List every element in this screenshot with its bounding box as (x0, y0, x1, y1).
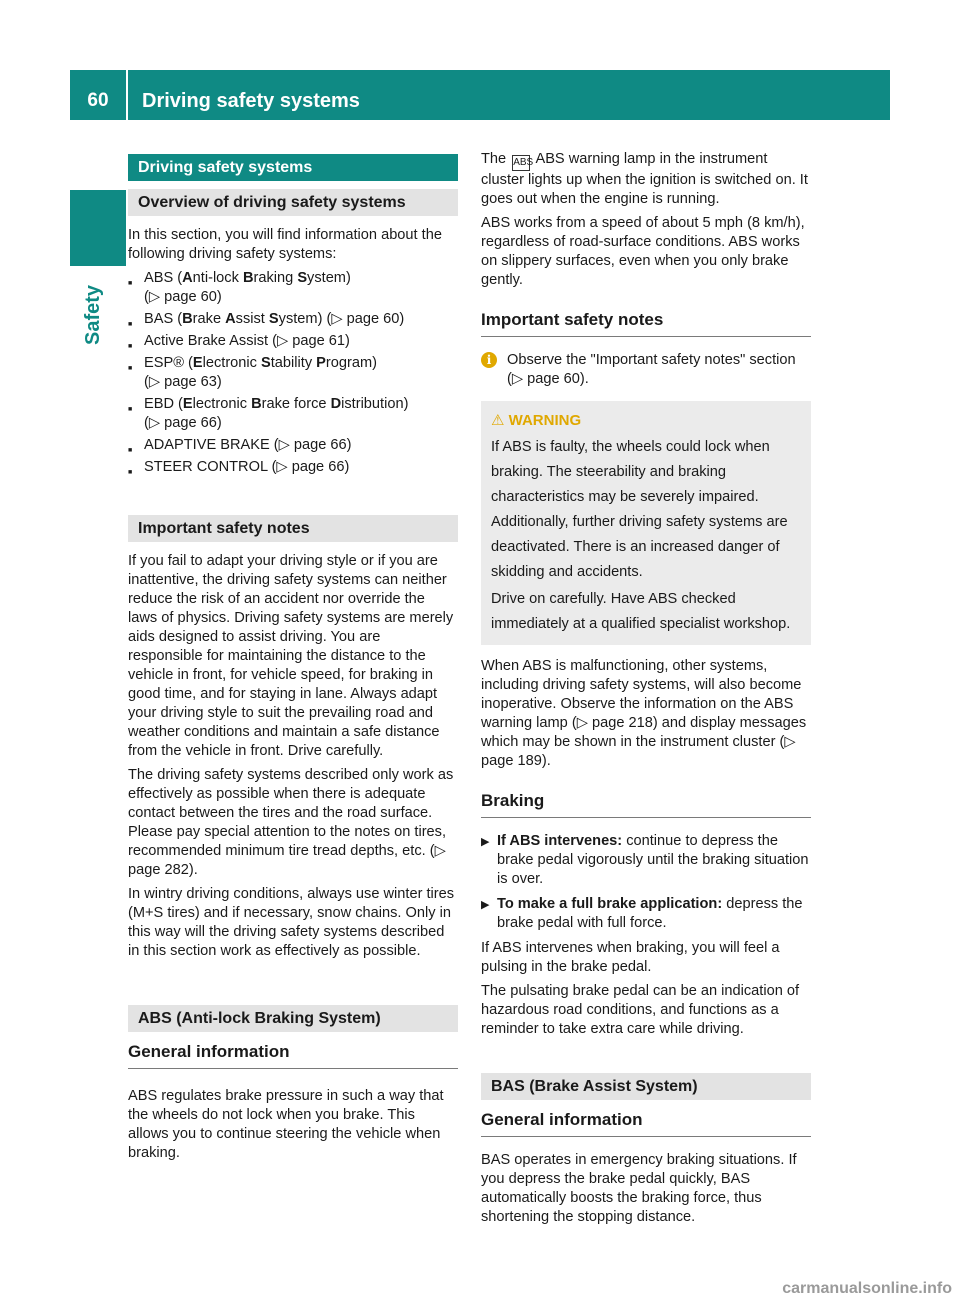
braking-step: ▶ To make a full brake application: depress the brake pedal with full force. (481, 896, 803, 931)
bullet-icon: ■ (128, 321, 133, 328)
bas-general-heading: General information (481, 1110, 811, 1137)
bullet-icon: ■ (128, 406, 133, 413)
right-column (481, 150, 811, 1232)
warning-paragraph-2: Drive on carefully. Have ABS checked immediately at a qualified specialist workshop. (491, 591, 791, 632)
right-safety-heading: Important safety notes (481, 310, 811, 337)
bas-general-paragraph: BAS operates in emergency braking situations. If you depress the brake pedal quickly, BAS automatically boosts the braking force, thus shortening the stopping distance. (481, 1152, 797, 1225)
braking-steps (481, 832, 811, 933)
step-arrow-icon: ▶ (481, 899, 490, 911)
warning-paragraph-1: If ABS is faulty, the wheels could lock when braking. The steerability and braking characteristics may be severely impaired. Additionally, further driving safety systems are deactivated. There is an increased danger of skidding and accidents. (491, 439, 788, 580)
bullet-icon: ■ (128, 469, 133, 476)
info-icon: i (481, 352, 497, 368)
pulse-paragraph-1: If ABS intervenes when braking, you will feel a pulsing in the brake pedal. (481, 940, 780, 975)
abs-general-heading: General information (128, 1042, 458, 1069)
side-tab-marker (70, 190, 126, 266)
overview-item: ■ ABS (Anti-lock Braking System) (▷ page 60) (128, 270, 351, 305)
braking-heading: Braking (481, 791, 811, 818)
safety-paragraph-1: If you fail to adapt your driving style or if you are inattentive, the driving safety systems can neither reduce the risk of an accident nor override the laws of physics. Driving safety systems are merely aids designed to assist driving. You are responsible for maintaining the distance to the vehicle in front, for vehicle speed, for braking in good time, and for staying in lane. Always adapt your driving style to suit the prevailing road and weather conditions and maintain a safe distance from the vehicle in front. Drive carefully. (128, 553, 454, 759)
bullet-icon: ■ (128, 280, 133, 287)
bullet-icon: ■ (128, 365, 133, 372)
braking-step: ▶ If ABS intervenes: continue to depress the brake pedal vigorously until the braking situation is over. (481, 833, 809, 887)
page-number: 60 (87, 90, 109, 111)
left-column (128, 150, 458, 1168)
warning-box (481, 401, 811, 645)
bullet-icon: ■ (128, 447, 133, 454)
overview-item: ■ STEER CONTROL (▷ page 66) (128, 458, 458, 477)
overview-heading: Overview of driving safety systems (128, 189, 458, 216)
abs-lamp-paragraph: The ABS ABS warning lamp in the instrument cluster lights up when the ignition is switched on. It goes out when the engine is running. (481, 151, 808, 207)
safety-paragraph-2: The driving safety systems described only work as effectively as possible when there is adequate contact between the tires and the road surface. Please pay special attention to the notes on tires, recommended minimum tire tread depths, etc. (▷ page 282). (128, 767, 454, 878)
abs-warning-lamp-icon: ABS (512, 155, 530, 171)
abs-heading: ABS (Anti-lock Braking System) (128, 1005, 458, 1032)
side-tab-label: Safety (82, 284, 104, 345)
header-title: Driving safety systems (142, 90, 360, 112)
abs-speed-paragraph: ABS works from a speed of about 5 mph (8 km/h), regardless of road-surface conditions. ABS works on slippery surfaces, even when you only brake gently. (481, 215, 805, 288)
malfunction-paragraph: When ABS is malfunctioning, other systems, including driving safety systems, will also become inoperative. Observe the information on the ABS warning lamp (▷ page 218) and display messages which may be shown in the instrument cluster (▷ page 189). (481, 658, 807, 769)
overview-item: ■ BAS (Brake Assist System) (▷ page 60) (128, 310, 458, 329)
header-divider (126, 70, 128, 120)
overview-list (128, 269, 458, 477)
overview-item: ■ Active Brake Assist (▷ page 61) (128, 332, 458, 351)
overview-item: ■ ESP® (Electronic Stability Program) (▷ page 63) (128, 355, 377, 390)
bullet-icon: ■ (128, 343, 133, 350)
pulse-paragraph-2: The pulsating brake pedal can be an indication of hazardous road conditions, and functions as a reminder to take extra care while driving. (481, 983, 800, 1037)
bas-heading: BAS (Brake Assist System) (481, 1073, 811, 1100)
overview-intro: In this section, you will find information about the following driving safety systems: (128, 227, 442, 262)
watermark: carmanualsonline.info (782, 1280, 952, 1297)
warning-title: ⚠ WARNING (491, 412, 582, 429)
safety-notes-heading: Important safety notes (128, 515, 458, 542)
abs-general-paragraph: ABS regulates brake pressure in such a way that the wheels do not lock when you brake. This allows you to continue steering the vehicle when braking. (128, 1088, 444, 1161)
step-arrow-icon: ▶ (481, 836, 490, 848)
warning-triangle-icon: ⚠ (491, 412, 505, 429)
overview-item: ■ ADAPTIVE BRAKE (▷ page 66) (128, 436, 458, 455)
section-banner: Driving safety systems (128, 154, 458, 181)
overview-item: ■ EBD (Electronic Brake force Distribution) (▷ page 66) (128, 396, 409, 431)
safety-paragraph-3: In wintry driving conditions, always use winter tires (M+S tires) and if necessary, snow chains. Only in this way will the driving safety systems described in this section work as effectively as possible. (128, 886, 455, 959)
info-note: i Observe the "Important safety notes" section (▷ page 60). (481, 351, 811, 389)
